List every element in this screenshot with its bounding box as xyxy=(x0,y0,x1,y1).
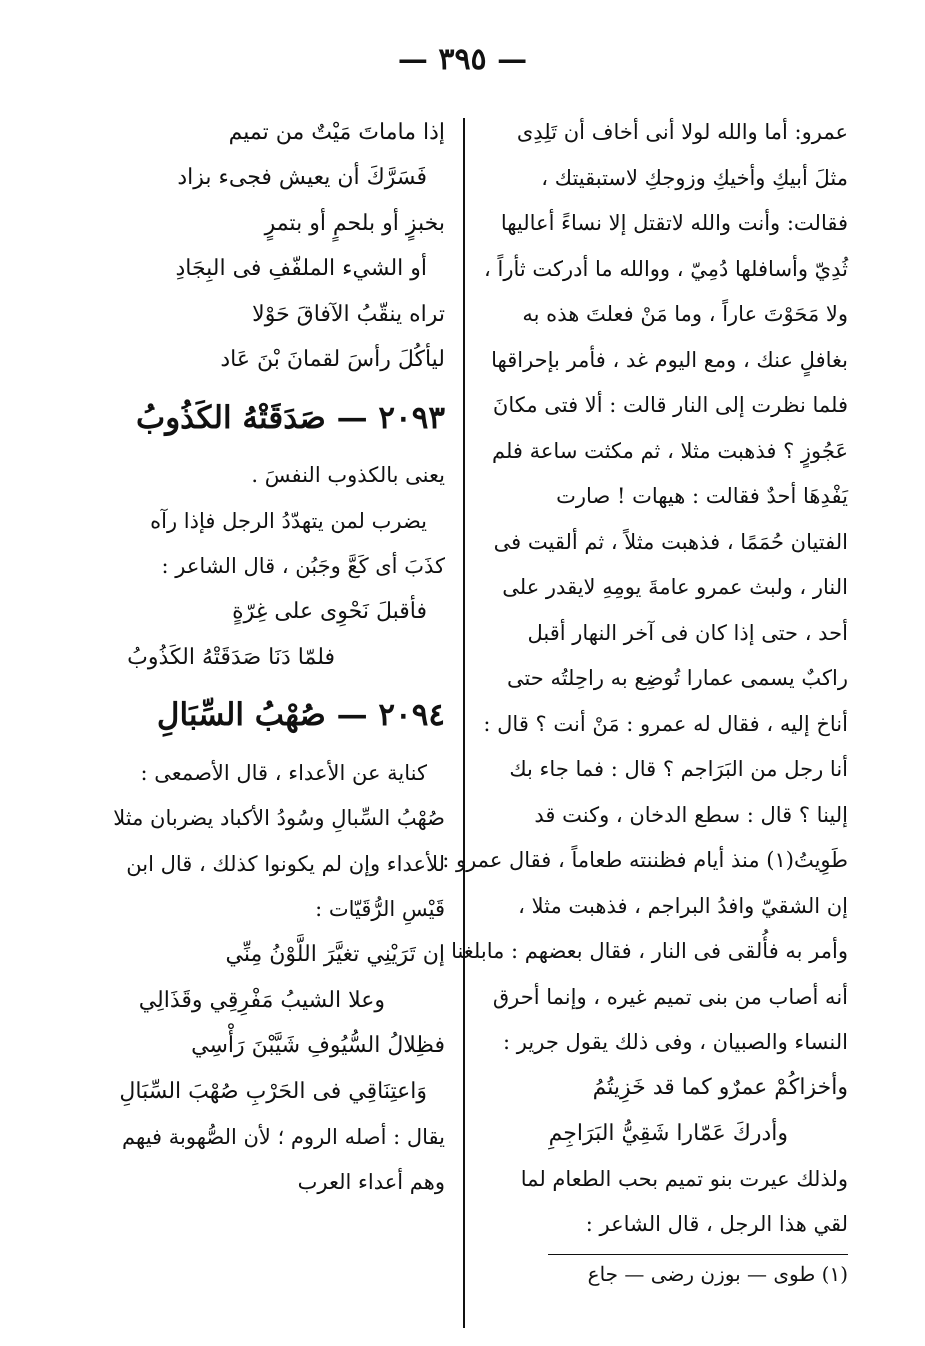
verse-line: إن تَرَيْنِي تغيَّرَ اللَّوْنُ مِنِّي xyxy=(225,942,445,968)
text-line: وأمر به فأُلقى فى النار ، فقال بعضهم : مابلغنا xyxy=(451,939,848,964)
right-column xyxy=(442,110,848,1293)
text-line: ولا مَحَوْتَ عاراً ، وما مَنْ فعلتَ هذه به xyxy=(522,302,848,327)
verse-line: وعلا الشيبُ مَفْرِقِي وقَذَالِي xyxy=(138,987,385,1013)
text-line: يعنى بالكذوب النفسَ . xyxy=(251,463,445,488)
text-line: بغافلٍ عنك ، ومع اليوم غد ، فأمر بإحراقها xyxy=(491,347,848,372)
text-line: يقال : أصله الروم ؛ لأن الصُّهوبة فيهم xyxy=(122,1124,445,1149)
verse-line: ليأكُلَ رأسَ لقمانَ بْنَ عَاد xyxy=(220,347,445,373)
text-line: صُهْبُ السِّبالِ وسُودُ الأكباد يضربان مثلا xyxy=(113,806,445,831)
verse-line: فأقبلَ نَحْوِى على غِرّةٍ xyxy=(232,599,427,625)
text-line: راكبٌ يسمى عمارا تُوضِع به راحِلتُه حتى xyxy=(506,666,848,691)
verse-line: فلمّا دَنَا صَدَقَتْهُ الكَذُوبُ xyxy=(127,644,335,670)
text-line: الفتيان حُمَمًا ، فذهبت مثلاً ، ثم ألقيت فى xyxy=(493,529,848,554)
text-line: وهم أعداء العرب xyxy=(297,1170,445,1195)
verse-line: وأدركَ عَمّارا شَقِيُّ البَرَاجِمِ xyxy=(548,1120,788,1146)
text-line: مثلَ أبيكِ وأخيكِ وزوجكِ لاستبقيتك ، xyxy=(541,165,848,190)
text-line: ولذلك عيرت بنو تميم بحب الطعام لما xyxy=(520,1166,848,1191)
entry-heading-2094: ٢٠٩٤ — صُهْبُ السِّبَالِ xyxy=(156,697,445,733)
verse-line: وَاعتِنَاقِي فى الحَرْبِ صُهْبَ السِّبَالِ xyxy=(119,1078,427,1104)
text-line: كناية عن الأعداء ، قال الأصمعى : xyxy=(140,760,427,785)
verse-line: فظِلالُ السُّيُوفِ شَيَّبْنَ رَأْسِي xyxy=(191,1033,445,1059)
text-line: للأعداء وإن لم يكونوا كذلك ، قال ابن xyxy=(126,851,445,876)
text-line: النساء والصبيان ، وفى ذلك يقول جرير : xyxy=(503,1030,848,1055)
footnote: (١) طوى — بوزن رضى — جاع xyxy=(587,1261,848,1286)
text-line: إن الشقيّ وافدُ البراجم ، فذهبت مثلا ، xyxy=(518,893,848,918)
text-line: يَفْدِهَا أحدٌ فقالت : هيهات ! صارت xyxy=(556,484,848,509)
text-line: عَجُوزٍ ؟ فذهبت مثلا ، ثم مكثت ساعة فلم xyxy=(492,438,848,463)
left-column xyxy=(80,110,445,1206)
verse-line: أو الشيء الملفّفِ فى البِجَادِ xyxy=(175,256,427,282)
text-line: يضرب لمن يتهدّدُ الرجل فإذا رآه xyxy=(150,508,427,533)
verse-line: وأخزاكُمْ عمرٌو كما قد خَزِيتُمُ xyxy=(592,1075,848,1101)
text-line: النار ، ولبث عمرو عامةَ يومِهِ لايقدر على xyxy=(502,575,848,600)
text-line: ثُدِيّ وأسافلها دُمِيّ ، ووالله ما أدركت ثأراً ، xyxy=(484,256,848,281)
text-line: طَوِيتُ(١) منذ أيام فظننته طعاماً ، فقال عمرو : xyxy=(442,848,848,873)
text-line: عمرو: أما والله لولا أنى أخاف أن تَلِدِى xyxy=(516,120,848,145)
column-divider xyxy=(463,118,465,1328)
text-line: أحد ، حتى إذا كان فى آخر النهار أقبل xyxy=(527,620,848,645)
text-line: قَيْسِ الرُّقَيّات : xyxy=(315,897,445,922)
text-line: إلينا ؟ قال : سطع الدخان ، وكنت قد xyxy=(534,802,848,827)
text-line: أنا رجل من البَرَاجم ؟ قال : فما جاء بك xyxy=(509,757,848,782)
verse-line: بخبزٍ أو بلحمٍ أو بتمرٍ xyxy=(264,210,445,236)
text-line: فقالت: وأنت والله لاتقتل إلا نساءً أعاليها xyxy=(500,211,848,236)
verse-line: فَسَرَّكَ أن يعيش فجىء بزاد xyxy=(177,165,427,191)
page-number: — ٣٩٥ — xyxy=(397,42,528,77)
verse-line: إذا ماماتَ مَيْتٌ من تميم xyxy=(228,119,445,145)
text-line: كذَبَ أى كَعَّ وجَبُن ، قال الشاعر : xyxy=(161,554,445,579)
entry-heading-2093: ٢٠٩٣ — صَدَقَتْهُ الكَذُوبُ xyxy=(136,399,445,436)
text-line: أناخ إليه ، فقال له عمرو : مَنْ أنت ؟ قال : xyxy=(483,711,848,736)
text-line: فلما نظرت إلى النار قالت : ألا فتى مكانَ xyxy=(492,393,848,418)
text-line: لقي هذا الرجل ، قال الشاعر : xyxy=(585,1212,848,1237)
verse-line: تراه ينقّبُ الآفاقَ حَوْلا xyxy=(252,301,445,327)
text-line: أنه أصاب من بنى تميم غيره ، وإنما أحرق xyxy=(492,984,848,1009)
